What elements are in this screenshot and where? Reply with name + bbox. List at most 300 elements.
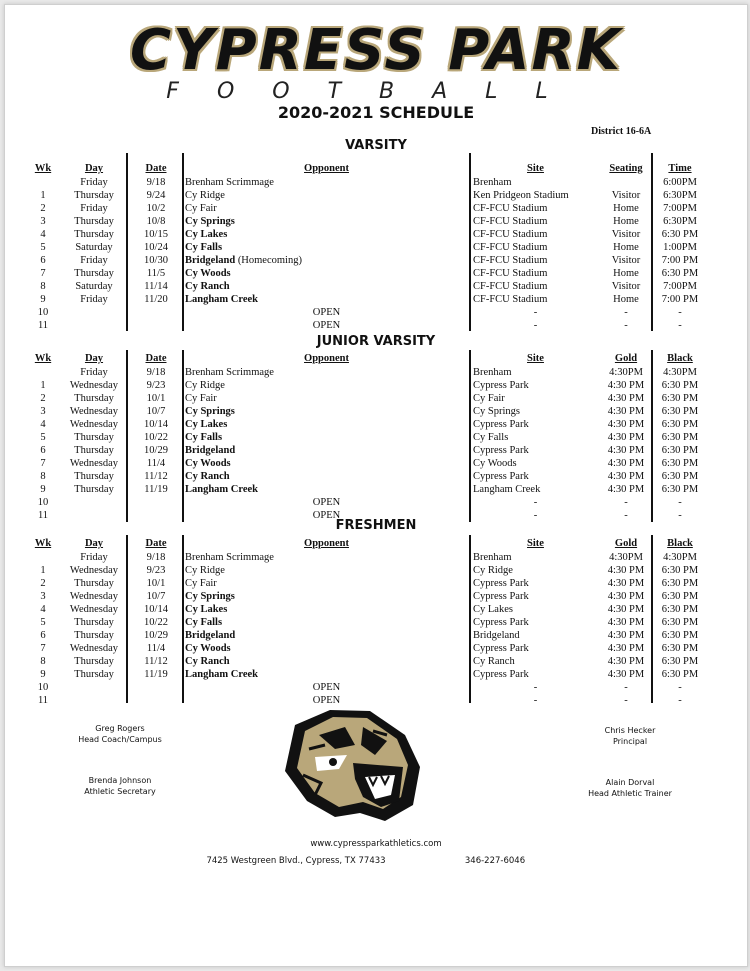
staff-name: Chris Hecker <box>604 726 656 735</box>
opponent-cell <box>185 642 468 655</box>
opponent-name: Cy Fair <box>185 578 217 589</box>
site-cell: Cypress Park <box>473 380 529 391</box>
opponent-name: Cy Ridge <box>185 380 225 391</box>
time-cell: 6:30 PM <box>661 656 699 667</box>
time-cell: - <box>678 497 682 508</box>
opponent-cell <box>185 457 468 470</box>
opponent-name: Cy Woods <box>185 268 231 279</box>
week-cell: 5 <box>40 242 46 253</box>
seating-cell: Home <box>613 294 639 305</box>
opponent-name: OPEN <box>312 320 341 331</box>
opponent-cell <box>185 228 468 241</box>
seating-cell: 4:30PM <box>609 367 643 378</box>
date-cell: 9/18 <box>146 552 166 563</box>
week-cell: 1 <box>40 565 46 576</box>
opponent-cell <box>185 405 468 418</box>
site-cell: - <box>533 695 538 706</box>
seating-cell: 4:30 PM <box>607 484 645 495</box>
time-cell: 6:30 PM <box>661 669 699 680</box>
week-cell: 11 <box>37 695 49 706</box>
site-cell: Ken Pridgeon Stadium <box>473 190 569 201</box>
day-cell: Wednesday <box>69 419 119 430</box>
opponent-name: Cy Fair <box>185 203 217 214</box>
opponent-name: Langham Creek <box>185 294 259 305</box>
header-date: Date <box>145 538 167 549</box>
date-cell: 9/18 <box>146 367 166 378</box>
week-cell: 6 <box>40 255 46 266</box>
time-cell: 6:30 PM <box>661 445 699 456</box>
jv-header-row <box>5 352 747 365</box>
date-cell: 11/20 <box>144 294 168 305</box>
header-c2: Black <box>667 353 693 364</box>
seating-cell: 4:30 PM <box>607 669 645 680</box>
week-cell: 1 <box>40 190 46 201</box>
page-title: CYPRESS PARK <box>130 18 622 83</box>
time-cell: - <box>678 682 682 693</box>
opponent-cell <box>185 681 468 694</box>
header-date: Date <box>145 353 167 364</box>
site-cell: Cy Woods <box>473 458 517 469</box>
opponent-name: OPEN <box>312 510 341 521</box>
opponent-name: Cy Falls <box>185 432 223 443</box>
table-row <box>5 215 747 228</box>
seating-cell: 4:30 PM <box>607 419 645 430</box>
schedule-page <box>4 4 748 967</box>
week-cell: 2 <box>40 203 46 214</box>
time-cell: 6:30 PM <box>661 617 699 628</box>
day-cell: Friday <box>80 203 108 214</box>
site-cell: Langham Creek <box>473 484 541 495</box>
site-cell: - <box>533 320 538 331</box>
day-cell: Saturday <box>75 281 113 292</box>
seating-cell: Visitor <box>611 255 641 266</box>
staff-name: Greg Rogers <box>95 724 145 733</box>
seating-cell: Home <box>613 268 639 279</box>
opponent-name: Brenham Scrimmage <box>185 552 274 563</box>
time-cell: 6:30PM <box>663 216 697 227</box>
staff-role: Head Athletic Trainer <box>588 789 672 798</box>
table-row <box>5 642 747 655</box>
header-opponent: Opponent <box>304 353 349 364</box>
time-cell: 7:00PM <box>663 203 697 214</box>
day-cell: Thursday <box>74 471 114 482</box>
time-cell: 6:30 PM <box>661 471 699 482</box>
opponent-name: Bridgeland <box>185 630 236 641</box>
time-cell: 6:30 PM <box>661 604 699 615</box>
site-cell: Brenham <box>473 177 512 188</box>
header-c1: Gold <box>614 538 638 549</box>
opponent-cell <box>185 202 468 215</box>
time-cell: 6:00PM <box>663 177 697 188</box>
opponent-cell <box>185 444 468 457</box>
week-cell: 2 <box>40 393 46 404</box>
seating-cell: - <box>624 695 628 706</box>
seating-cell: 4:30PM <box>609 552 643 563</box>
date-cell: 9/23 <box>146 380 166 391</box>
seating-cell: 4:30 PM <box>607 591 645 602</box>
opponent-name: Cy Falls <box>185 242 223 253</box>
time-cell: 6:30 PM <box>661 380 699 391</box>
seating-cell: 4:30 PM <box>607 617 645 628</box>
header-c2: Time <box>668 163 692 174</box>
site-cell: - <box>533 497 538 508</box>
table-row <box>5 577 747 590</box>
table-row <box>5 418 747 431</box>
time-cell: 6:30 PM <box>661 643 699 654</box>
time-cell: 6:30 PM <box>661 393 699 404</box>
seating-cell: 4:30 PM <box>607 604 645 615</box>
date-cell: 10/7 <box>146 406 166 417</box>
time-cell: 6:30 PM <box>661 630 699 641</box>
time-cell: 6:30 PM <box>661 406 699 417</box>
table-row <box>5 603 747 616</box>
opponent-name: Cy Ranch <box>185 656 230 667</box>
table-row <box>5 241 747 254</box>
date-cell: 10/14 <box>144 604 168 615</box>
seating-cell: 4:30 PM <box>607 393 645 404</box>
day-cell: Thursday <box>74 432 114 443</box>
date-cell: 11/19 <box>144 484 168 495</box>
opponent-cell <box>185 655 468 668</box>
varsity-header-row <box>5 162 747 175</box>
opponent-cell <box>185 629 468 642</box>
week-cell: 10 <box>37 307 49 318</box>
site-cell: Cypress Park <box>473 591 529 602</box>
site-cell: CF-FCU Stadium <box>473 229 548 240</box>
site-cell: Cy Ridge <box>473 565 513 576</box>
time-cell: - <box>678 510 682 521</box>
header-wk: Wk <box>34 538 52 549</box>
site-cell: - <box>533 682 538 693</box>
week-cell: 10 <box>37 682 49 693</box>
week-cell: 5 <box>40 432 46 443</box>
week-cell: 5 <box>40 617 46 628</box>
opponent-name: Cy Lakes <box>185 419 228 430</box>
week-cell: 3 <box>40 216 46 227</box>
opponent-name: Cy Woods <box>185 643 231 654</box>
day-cell: Friday <box>80 177 108 188</box>
table-row <box>5 306 747 319</box>
seating-cell: - <box>624 320 628 331</box>
opponent-cell <box>185 306 468 319</box>
table-row <box>5 293 747 306</box>
opponent-name: Langham Creek <box>185 669 259 680</box>
freshmen-section-title: FRESHMEN <box>335 518 417 533</box>
site-cell: Cy Falls <box>473 432 509 443</box>
seating-cell: Visitor <box>611 281 641 292</box>
opponent-name: Brenham Scrimmage <box>185 177 274 188</box>
site-cell: Cy Fair <box>473 393 505 404</box>
opponent-cell <box>185 483 468 496</box>
district-label: District 16-6A <box>591 126 652 137</box>
table-row <box>5 176 747 189</box>
day-cell: Wednesday <box>69 458 119 469</box>
opponent-name: Cy Springs <box>185 216 235 227</box>
time-cell: 4:30PM <box>663 367 697 378</box>
seating-cell: 4:30 PM <box>607 406 645 417</box>
day-cell: Wednesday <box>69 565 119 576</box>
header-wk: Wk <box>34 163 52 174</box>
day-cell: Thursday <box>74 268 114 279</box>
day-cell: Thursday <box>74 484 114 495</box>
day-cell: Thursday <box>74 393 114 404</box>
opponent-name: Brenham Scrimmage <box>185 367 274 378</box>
opponent-name: Cy Springs <box>185 591 235 602</box>
footer-address: 7425 Westgreen Blvd., Cypress, TX 77433 <box>206 856 386 866</box>
header-c2: Black <box>667 538 693 549</box>
day-cell: Wednesday <box>69 406 119 417</box>
staff-role: Head Coach/Campus <box>78 735 162 744</box>
seating-cell: Visitor <box>611 190 641 201</box>
date-cell: 11/4 <box>146 643 166 654</box>
seating-cell: 4:30 PM <box>607 445 645 456</box>
date-cell: 9/24 <box>146 190 166 201</box>
week-cell: 6 <box>40 445 46 456</box>
table-row <box>5 366 747 379</box>
opponent-name: Bridgeland <box>185 255 236 266</box>
time-cell: 6:30 PM <box>661 432 699 443</box>
day-cell: Friday <box>80 367 108 378</box>
table-row <box>5 392 747 405</box>
date-cell: 11/19 <box>144 669 168 680</box>
date-cell: 10/14 <box>144 419 168 430</box>
opponent-cell <box>185 254 468 267</box>
opponent-name: OPEN <box>312 682 341 693</box>
opponent-name: Cy Ridge <box>185 190 225 201</box>
opponent-cell <box>185 577 468 590</box>
jv-section-title: JUNIOR VARSITY <box>316 334 436 349</box>
day-cell: Friday <box>80 552 108 563</box>
site-cell: Cy Ranch <box>473 656 515 667</box>
time-cell: 7:00 PM <box>661 255 699 266</box>
seating-cell: 4:30 PM <box>607 432 645 443</box>
schedule-title: 2020-2021 SCHEDULE <box>277 103 475 122</box>
site-cell: Brenham <box>473 367 512 378</box>
site-cell: CF-FCU Stadium <box>473 294 548 305</box>
site-cell: Cy Springs <box>473 406 520 417</box>
week-cell: 3 <box>40 591 46 602</box>
day-cell: Thursday <box>74 617 114 628</box>
week-cell: 7 <box>40 458 46 469</box>
seating-cell: 4:30 PM <box>607 630 645 641</box>
footer-website: www.cypressparkathletics.com <box>310 839 442 849</box>
date-cell: 10/8 <box>146 216 166 227</box>
time-cell: 7:00 PM <box>661 294 699 305</box>
date-cell: 10/7 <box>146 591 166 602</box>
date-cell: 11/12 <box>144 656 168 667</box>
time-cell: - <box>678 695 682 706</box>
opponent-cell <box>185 215 468 228</box>
header-day: Day <box>84 538 104 549</box>
day-cell: Thursday <box>74 630 114 641</box>
week-cell: 7 <box>40 268 46 279</box>
day-cell: Wednesday <box>69 604 119 615</box>
header-c1: Gold <box>614 353 638 364</box>
site-cell: Cypress Park <box>473 578 529 589</box>
opponent-cell <box>185 470 468 483</box>
time-cell: 7:00PM <box>663 281 697 292</box>
date-cell: 10/1 <box>146 578 166 589</box>
site-cell: CF-FCU Stadium <box>473 216 548 227</box>
opponent-cell <box>185 418 468 431</box>
day-cell: Friday <box>80 294 108 305</box>
site-cell: Cypress Park <box>473 669 529 680</box>
staff-role: Athletic Secretary <box>84 787 156 796</box>
opponent-cell <box>185 551 468 564</box>
time-cell: 6:30PM <box>663 190 697 201</box>
week-cell: 9 <box>40 484 46 495</box>
date-cell: 10/2 <box>146 203 166 214</box>
site-cell: CF-FCU Stadium <box>473 255 548 266</box>
date-cell: 11/4 <box>146 458 166 469</box>
header-opponent: Opponent <box>304 538 349 549</box>
opponent-cell <box>185 267 468 280</box>
time-cell: 6:30 PM <box>661 458 699 469</box>
footer-phone: 346-227-6046 <box>464 856 526 866</box>
week-cell: 8 <box>40 471 46 482</box>
day-cell: Wednesday <box>69 643 119 654</box>
time-cell: 6:30 PM <box>661 484 699 495</box>
seating-cell: - <box>624 510 628 521</box>
seating-cell: Home <box>613 203 639 214</box>
day-cell: Thursday <box>74 656 114 667</box>
opponent-cell <box>185 176 468 189</box>
table-row <box>5 496 747 509</box>
header-c1: Seating <box>609 163 643 174</box>
staff-principal <box>575 725 685 747</box>
varsity-section-title: VARSITY <box>345 138 407 153</box>
week-cell: 10 <box>37 497 49 508</box>
opponent-cell <box>185 241 468 254</box>
seating-cell: Home <box>613 242 639 253</box>
header-wk: Wk <box>34 353 52 364</box>
staff-athletic-secretary <box>65 775 175 797</box>
seating-cell: 4:30 PM <box>607 471 645 482</box>
header-site: Site <box>527 163 544 174</box>
site-cell: Cypress Park <box>473 643 529 654</box>
day-cell: Wednesday <box>69 380 119 391</box>
site-cell: Cypress Park <box>473 617 529 628</box>
week-cell: 7 <box>40 643 46 654</box>
opponent-cell <box>185 280 468 293</box>
staff-name: Alain Dorval <box>605 778 655 787</box>
opponent-name: Bridgeland <box>185 445 236 456</box>
opponent-cell <box>185 564 468 577</box>
opponent-name: OPEN <box>312 695 341 706</box>
table-row <box>5 655 747 668</box>
table-row <box>5 228 747 241</box>
time-cell: 6:30 PM <box>661 419 699 430</box>
staff-head-coach <box>65 723 175 745</box>
opponent-name: Cy Woods <box>185 458 231 469</box>
day-cell: Thursday <box>74 216 114 227</box>
opponent-cell <box>185 366 468 379</box>
table-row <box>5 616 747 629</box>
date-cell: 10/22 <box>144 617 168 628</box>
week-cell: 9 <box>40 294 46 305</box>
week-cell: 9 <box>40 669 46 680</box>
day-cell: Thursday <box>74 190 114 201</box>
table-row <box>5 483 747 496</box>
seating-cell: 4:30 PM <box>607 380 645 391</box>
seating-cell: Home <box>613 216 639 227</box>
table-row <box>5 379 747 392</box>
header-site: Site <box>527 353 544 364</box>
date-cell: 10/22 <box>144 432 168 443</box>
table-row <box>5 431 747 444</box>
date-cell: 10/15 <box>144 229 168 240</box>
week-cell: 4 <box>40 604 46 615</box>
opponent-name: Cy Springs <box>185 406 235 417</box>
opponent-name: Cy Lakes <box>185 604 228 615</box>
seating-cell: Visitor <box>611 229 641 240</box>
site-cell: - <box>533 307 538 318</box>
seating-cell: 4:30 PM <box>607 458 645 469</box>
seating-cell: - <box>624 682 628 693</box>
table-row <box>5 444 747 457</box>
table-row <box>5 405 747 418</box>
week-cell: 11 <box>37 320 49 331</box>
table-row <box>5 457 747 470</box>
header-day: Day <box>84 353 104 364</box>
week-cell: 2 <box>40 578 46 589</box>
site-cell: Brenham <box>473 552 512 563</box>
opponent-cell <box>185 616 468 629</box>
opponent-cell <box>185 603 468 616</box>
day-cell: Thursday <box>74 578 114 589</box>
date-cell: 10/24 <box>144 242 168 253</box>
table-row <box>5 668 747 681</box>
seating-cell: - <box>624 307 628 318</box>
time-cell: 1:00PM <box>663 242 697 253</box>
table-row <box>5 551 747 564</box>
opponent-name: Cy Lakes <box>185 229 228 240</box>
site-cell: CF-FCU Stadium <box>473 203 548 214</box>
table-row <box>5 590 747 603</box>
site-cell: - <box>533 510 538 521</box>
freshmen-header-row <box>5 537 747 550</box>
time-cell: - <box>678 307 682 318</box>
table-row <box>5 470 747 483</box>
seating-cell: 4:30 PM <box>607 643 645 654</box>
site-cell: Cypress Park <box>473 471 529 482</box>
date-cell: 10/1 <box>146 393 166 404</box>
site-cell: Cypress Park <box>473 419 529 430</box>
opponent-cell <box>185 392 468 405</box>
table-row <box>5 254 747 267</box>
table-row <box>5 681 747 694</box>
opponent-name: Cy Ranch <box>185 281 230 292</box>
opponent-cell <box>185 379 468 392</box>
opponent-cell <box>185 496 468 509</box>
week-cell: 8 <box>40 281 46 292</box>
opponent-cell <box>185 293 468 306</box>
opponent-name: Langham Creek <box>185 484 259 495</box>
table-row <box>5 202 747 215</box>
time-cell: 6:30 PM <box>661 591 699 602</box>
opponent-cell <box>185 189 468 202</box>
week-cell: 8 <box>40 656 46 667</box>
seating-cell: 4:30 PM <box>607 656 645 667</box>
date-cell: 10/30 <box>144 255 168 266</box>
table-row <box>5 564 747 577</box>
week-cell: 6 <box>40 630 46 641</box>
site-cell: CF-FCU Stadium <box>473 281 548 292</box>
day-cell: Thursday <box>74 229 114 240</box>
opponent-name: Cy Fair <box>185 393 217 404</box>
time-cell: 6:30 PM <box>661 565 699 576</box>
header-date: Date <box>145 163 167 174</box>
